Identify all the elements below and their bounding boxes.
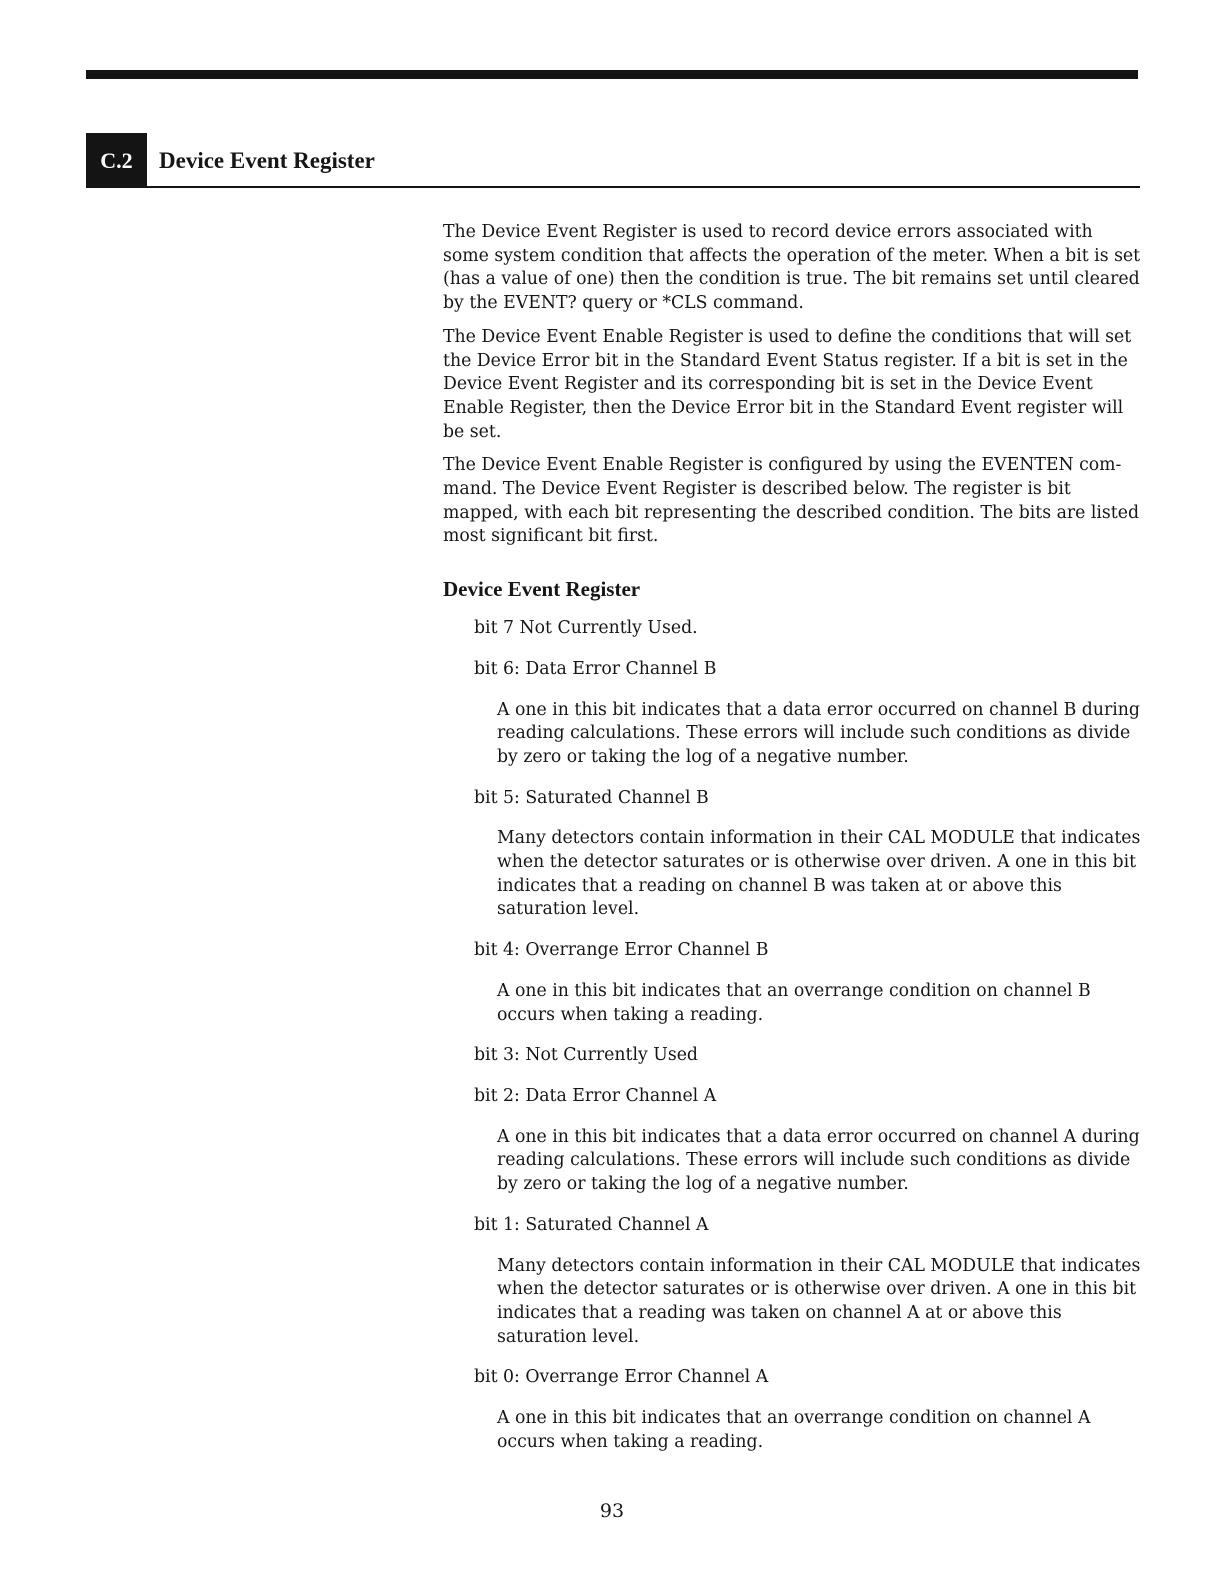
bit-5-label: bit 5: Saturated Channel B — [474, 787, 709, 808]
section-number-badge: C.2 — [86, 133, 147, 188]
top-rule — [86, 70, 1138, 79]
section-header — [86, 133, 1140, 188]
bit-3-label: bit 3: Not Currently Used — [474, 1045, 698, 1066]
bit-7-entry — [443, 617, 1143, 641]
bit-6-label: bit 6: Data Error Channel B — [474, 658, 717, 679]
bit-4-entry — [443, 939, 1143, 1027]
bit-1-entry — [443, 1214, 1143, 1350]
bit-0-label: bit 0: Overrange Error Channel A — [474, 1367, 769, 1388]
bit-5-entry — [443, 787, 1143, 923]
bit-0-entry — [443, 1366, 1143, 1454]
bit-2-description: A one in this bit indicates that a data error occurred on channel A during reading calculations. These errors will include such conditions as divide by zero or taking the log of a negative number. — [497, 1126, 1140, 1195]
bit-1-label: bit 1: Saturated Channel A — [474, 1214, 709, 1235]
enable-register-paragraph: The Device Event Enable Register is used to define the conditions that will set the Device Error bit in the Standard Event Status register. If a bit is set in the Device Event Register and its corresponding bit is set in the Device Event Enable Register, then the Device Error bit in the Standard Event register will be set. — [443, 326, 1132, 442]
bit-2-label: bit 2: Data Error Channel A — [474, 1085, 717, 1106]
intro-paragraph: The Device Event Register is used to record device errors associated with some system condition that affects the operation of the meter. When a bit is set (has a value of one) then the condition is true. The bit remains set until cleared by the EVENT? query or *CLS command. — [443, 222, 1141, 314]
bit-4-label: bit 4: Overrange Error Channel B — [474, 940, 769, 961]
bit-3-entry — [443, 1044, 1143, 1068]
body-content — [443, 221, 1143, 1471]
bit-2-entry — [443, 1085, 1143, 1197]
bit-1-description: Many detectors contain information in their CAL MODULE that indicates when the detector saturates or is otherwise over driven. A one in this bit indicates that a reading was taken on channel A at or above this saturation level. — [497, 1255, 1141, 1347]
bit-5-description: Many detectors contain information in their CAL MODULE that indicates when the detector saturates or is otherwise over driven. A one in this bit indicates that a reading on channel B was taken at or above this saturation level. — [497, 828, 1141, 920]
bit-4-description: A one in this bit indicates that an overrange condition on channel B occurs when taking a reading. — [497, 980, 1091, 1025]
section-title: Device Event Register — [159, 148, 375, 173]
bit-0-description: A one in this bit indicates that an overrange condition on channel A occurs when taking a reading. — [497, 1408, 1091, 1452]
register-subheading: Device Event Register — [443, 577, 641, 602]
configuration-paragraph: The Device Event Enable Register is configured by using the EVENTEN com-mand. The Device Event Register is described below. The register is bit mapped, with each bit representing the described condition. The bits are listed most significant bit first. — [443, 455, 1140, 547]
page-number: 93 — [599, 1500, 625, 1522]
bit-7-label: bit 7 Not Currently Used. — [474, 618, 698, 639]
bit-6-description: A one in this bit indicates that a data error occurred on channel B during reading calculations. These errors will include such conditions as divide by zero or taking the log of a negative number. — [497, 699, 1140, 767]
bit-6-entry — [443, 658, 1143, 770]
